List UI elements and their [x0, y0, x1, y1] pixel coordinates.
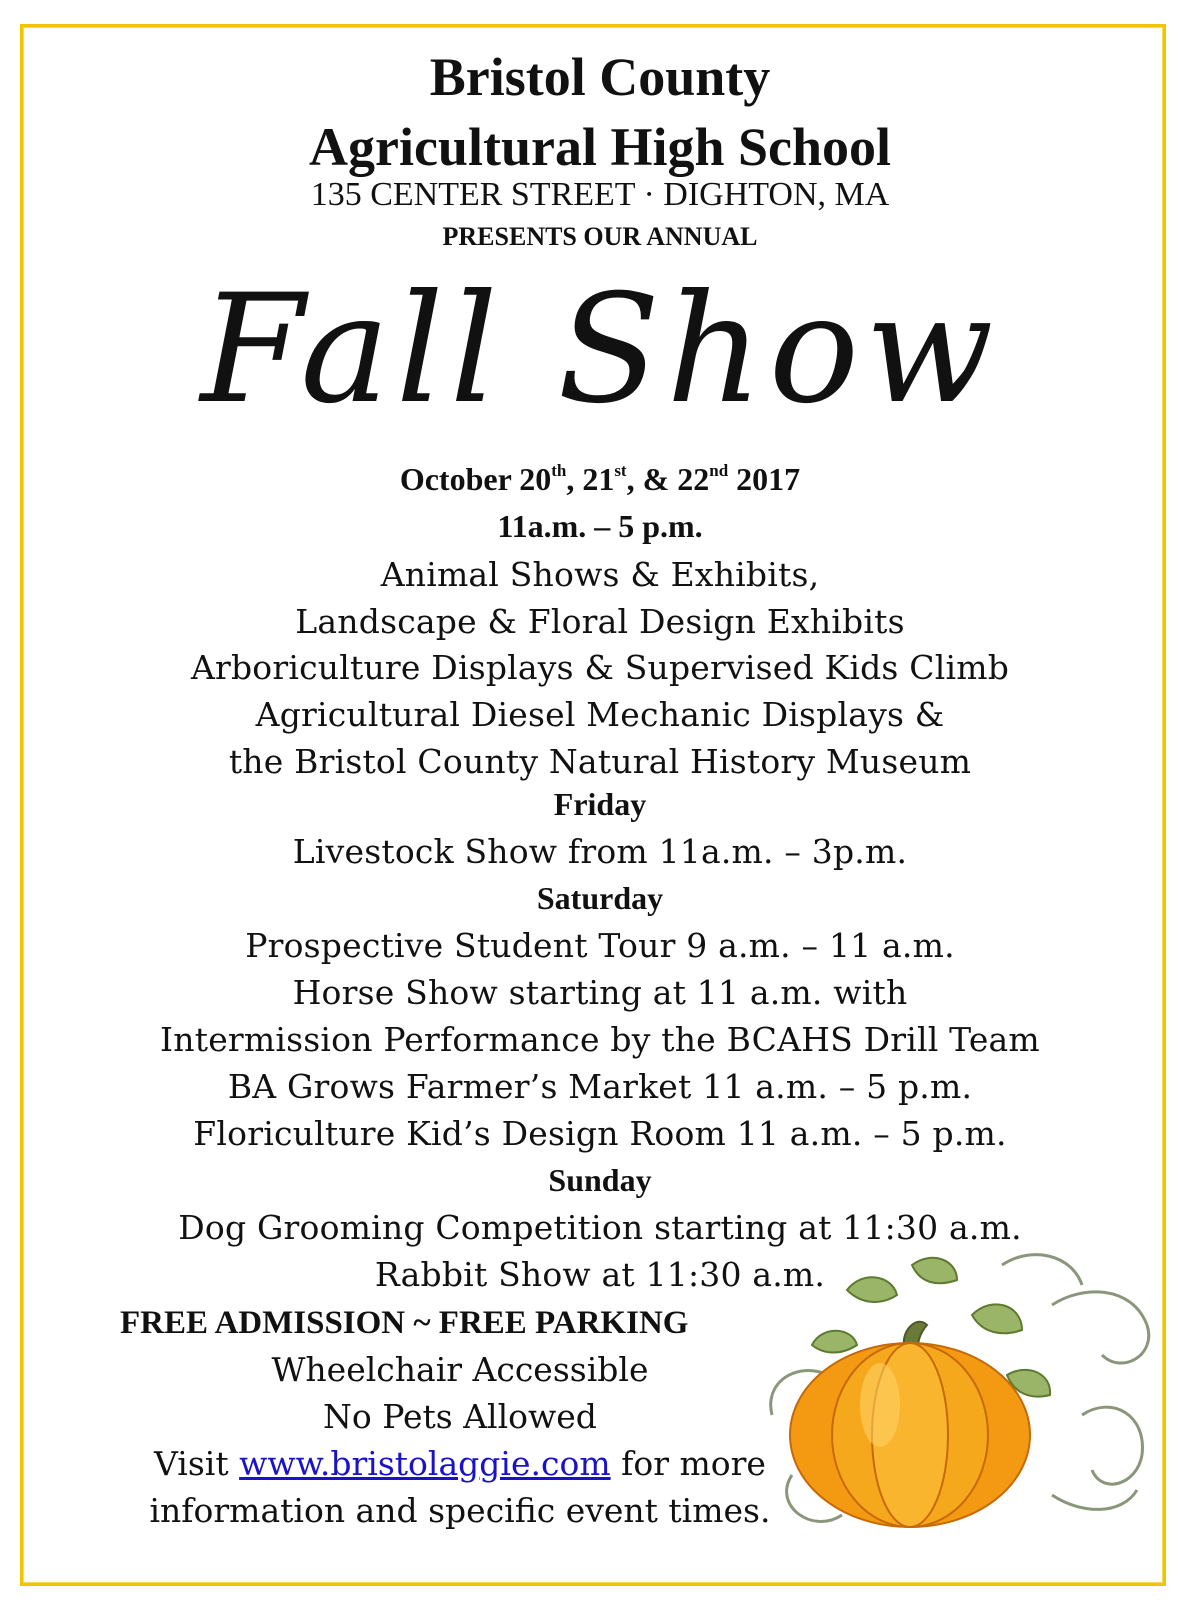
presents-text: PRESENTS OUR ANNUAL — [442, 222, 758, 251]
general-item: Landscape & Floral Design Exhibits — [295, 602, 905, 641]
event-dates: October 20th, 21st, & 22nd 2017 — [399, 461, 801, 497]
friday-heading: Friday — [553, 786, 647, 822]
website-link[interactable]: www.bristolaggie.com — [239, 1444, 611, 1483]
sunday-item: Dog Grooming Competition starting at 11:30 a.m. — [178, 1208, 1022, 1247]
saturday-item: Horse Show starting at 11 a.m. with — [292, 973, 908, 1012]
general-item: Animal Shows & Exhibits, — [380, 555, 820, 594]
event-hours: 11a.m. – 5 p.m. — [497, 508, 703, 544]
saturday-item: Intermission Performance by the BCAHS Drill Team — [160, 1020, 1040, 1059]
saturday-item: Prospective Student Tour 9 a.m. – 11 a.m. — [245, 926, 955, 965]
general-item: the Bristol County Natural History Museum — [228, 742, 972, 781]
wheelchair-accessible: Wheelchair Accessible — [271, 1350, 649, 1389]
saturday-item: BA Grows Farmer’s Market 11 a.m. – 5 p.m. — [227, 1067, 973, 1106]
no-pets-allowed: No Pets Allowed — [323, 1397, 597, 1436]
visit-website-line: Visit www.bristolaggie.com for more — [154, 1444, 766, 1483]
sunday-item: Rabbit Show at 11:30 a.m. — [374, 1255, 826, 1294]
saturday-heading: Saturday — [536, 880, 664, 916]
sunday-heading: Sunday — [548, 1162, 652, 1198]
more-info-line: information and specific event times. — [149, 1491, 771, 1530]
school-name-line1: Bristol County — [429, 47, 771, 107]
general-item: Agricultural Diesel Mechanic Displays & — [255, 695, 945, 734]
event-title-fall-show: Fall Show — [200, 263, 1000, 437]
saturday-item: Floriculture Kid’s Design Room 11 a.m. – 5 p.m. — [193, 1114, 1007, 1153]
free-admission-parking: FREE ADMISSION ~ FREE PARKING — [120, 1305, 689, 1341]
pumpkin-illustration — [752, 1245, 1162, 1565]
general-item: Arboriculture Displays & Supervised Kids Climb — [190, 648, 1010, 687]
friday-item: Livestock Show from 11a.m. – 3p.m. — [292, 832, 908, 871]
school-address: 135 CENTER STREET · DIGHTON, MA — [310, 176, 890, 213]
school-name-line2: Agricultural High School — [308, 117, 892, 177]
